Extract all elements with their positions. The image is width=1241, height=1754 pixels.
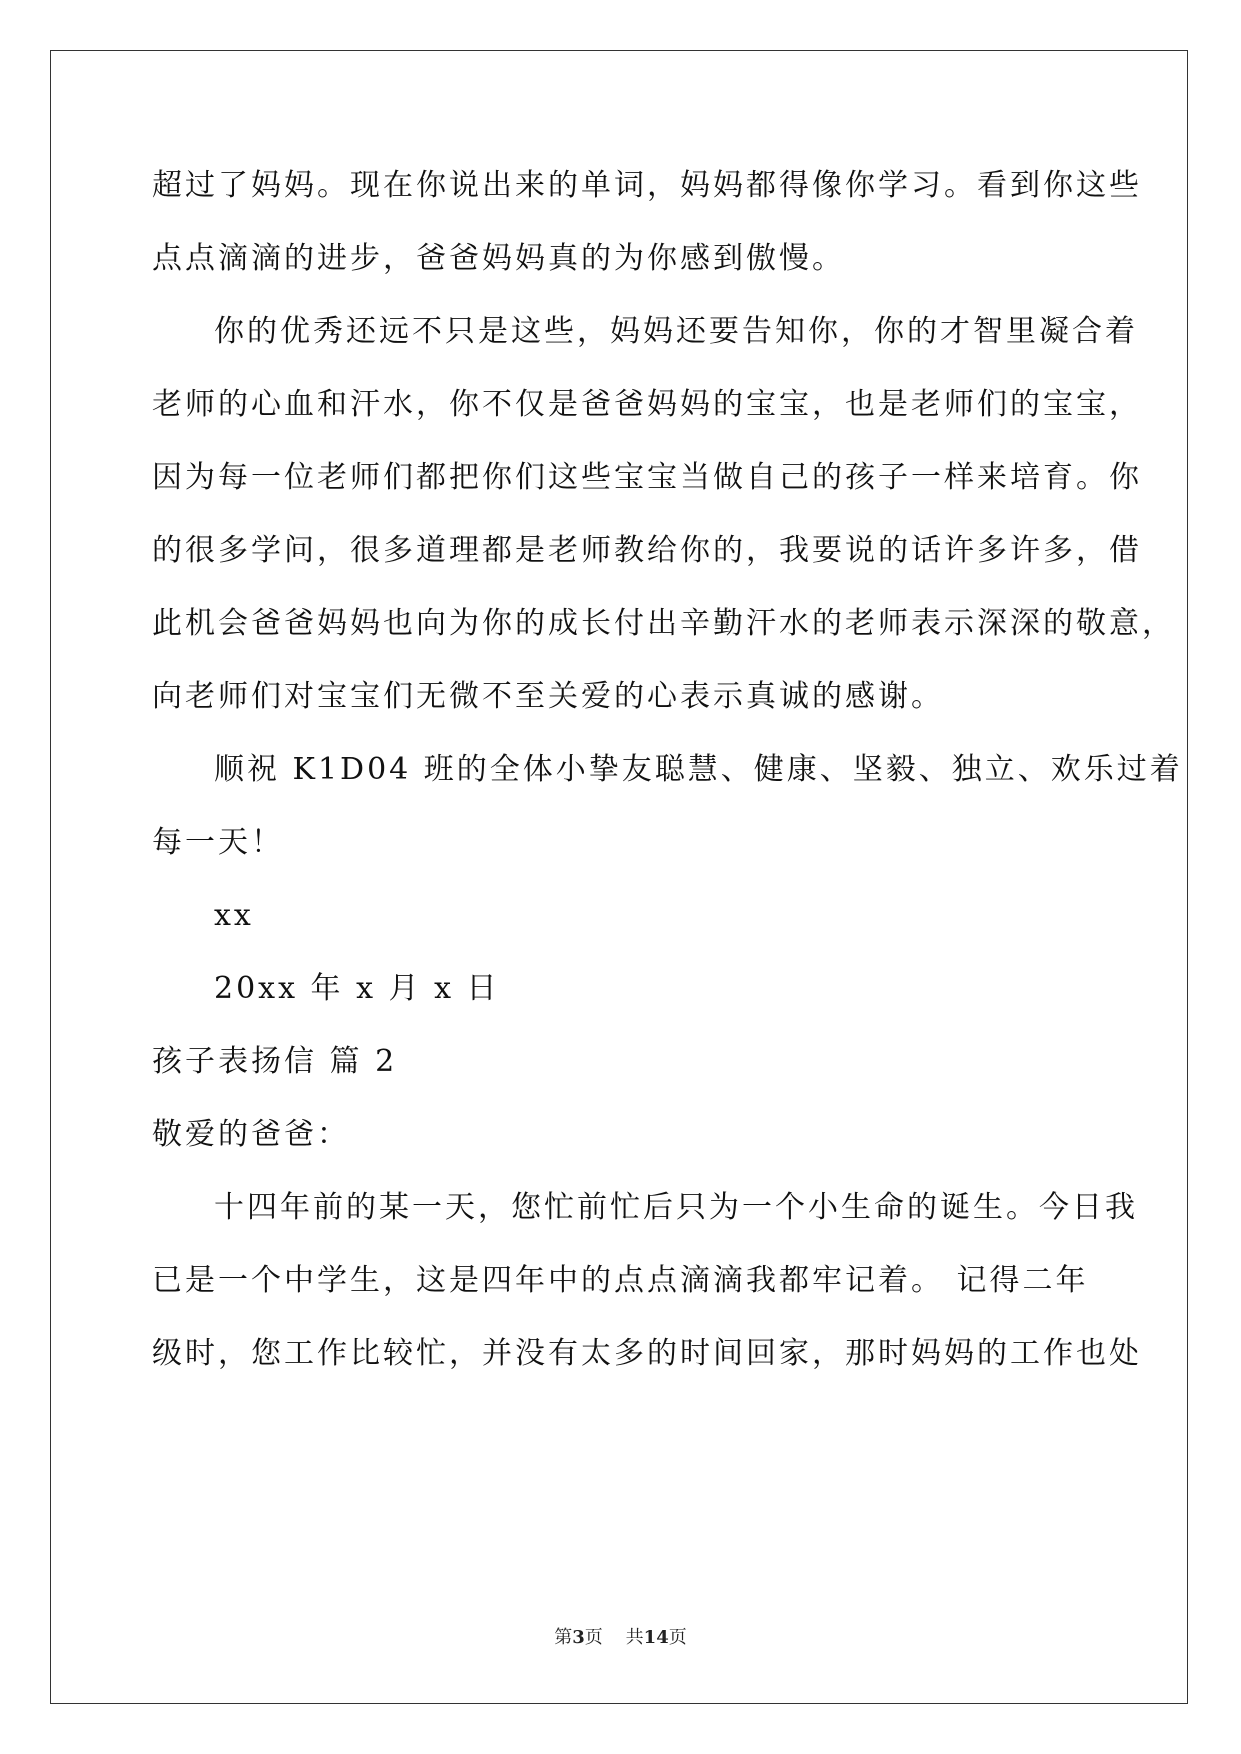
page-prefix: 第 bbox=[554, 1627, 573, 1648]
letter-salutation: 敬爱的爸爸： bbox=[152, 1117, 350, 1152]
page-footer bbox=[0, 1626, 1241, 1650]
paragraph-line: 已是一个中学生，这是四年中的点点滴滴我都牢记着。 记得二年 bbox=[152, 1263, 1089, 1298]
signature-name: xx bbox=[214, 898, 254, 933]
paragraph-line: 每一天！ bbox=[152, 825, 284, 860]
paragraph-line: 级时，您工作比较忙，并没有太多的时间回家，那时妈妈的工作也处 bbox=[152, 1336, 1142, 1371]
paragraph-line: 向老师们对宝宝们无微不至关爱的心表示真诚的感谢。 bbox=[152, 679, 944, 714]
paragraph-line: 十四年前的某一天，您忙前忙后只为一个小生命的诞生。今日我 bbox=[214, 1190, 1138, 1225]
paragraph-line: 顺祝 K1D04 班的全体小挚友聪慧、健康、坚毅、独立、欢乐过着 bbox=[214, 752, 1183, 787]
page-border bbox=[50, 50, 1188, 1704]
paragraph-line: 点点滴滴的进步，爸爸妈妈真的为你感到傲慢。 bbox=[152, 241, 845, 276]
section-heading: 孩子表扬信 篇 2 bbox=[152, 1044, 398, 1079]
page-suffix: 页 bbox=[584, 1627, 603, 1648]
paragraph-line: 你的优秀还远不只是这些，妈妈还要告知你，你的才智里凝合着 bbox=[214, 314, 1138, 349]
paragraph-line: 因为每一位老师们都把你们这些宝宝当做自己的孩子一样来培育。你 bbox=[152, 460, 1142, 495]
signature-date: 20xx 年 x 月 x 日 bbox=[214, 971, 500, 1006]
paragraph-line: 老师的心血和汗水，你不仅是爸爸妈妈的宝宝，也是老师们的宝宝， bbox=[152, 387, 1142, 422]
paragraph-line: 超过了妈妈。现在你说出来的单词，妈妈都得像你学习。看到你这些 bbox=[152, 168, 1142, 203]
total-suffix: 页 bbox=[668, 1627, 687, 1648]
total-pages: 14 bbox=[643, 1627, 669, 1648]
paragraph-line: 的很多学问，很多道理都是老师教给你的，我要说的话许多许多，借 bbox=[152, 533, 1142, 568]
total-prefix: 共 bbox=[625, 1627, 644, 1648]
paragraph-line: 此机会爸爸妈妈也向为你的成长付出辛勤汗水的老师表示深深的敬意， bbox=[152, 606, 1175, 641]
page-number: 3 bbox=[572, 1627, 585, 1648]
